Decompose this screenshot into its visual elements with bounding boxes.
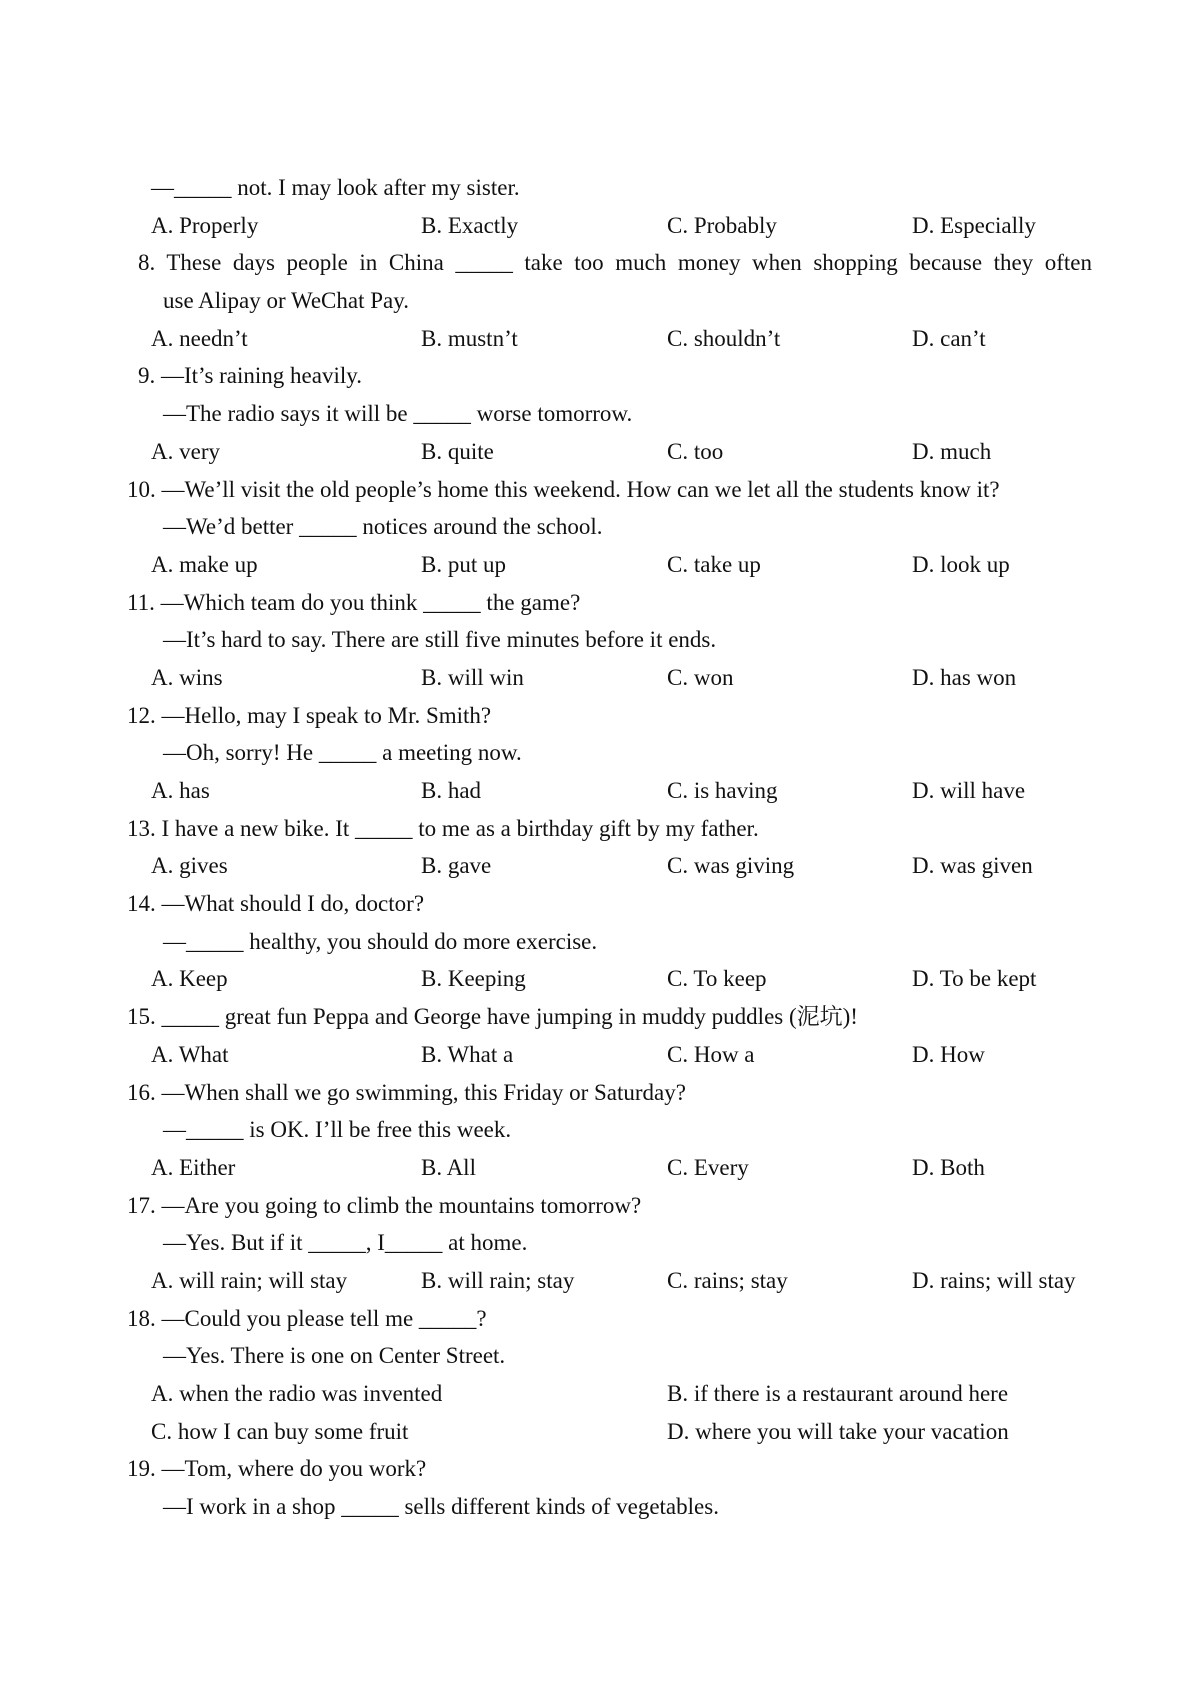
option-d: D. Both <box>912 1154 985 1180</box>
q10-reply <box>0 508 1200 546</box>
text: —It’s hard to say. There are still five minutes before it ends. <box>163 627 717 653</box>
text: 11. —Which team do you think _____ the game? <box>127 589 581 615</box>
text: 13. I have a new bike. It _____ to me as a birthday gift by my father. <box>127 815 759 841</box>
q11-reply <box>0 621 1200 659</box>
option-c: C. take up <box>667 551 761 577</box>
q8-options <box>0 320 1200 358</box>
q10-options <box>0 546 1200 584</box>
q16-reply <box>0 1111 1200 1149</box>
option-b: B. Exactly <box>421 212 519 238</box>
option-d: D. Especially <box>912 212 1036 238</box>
option-b: B. All <box>421 1154 476 1180</box>
text: —I work in a shop _____ sells different kinds of vegetables. <box>163 1494 719 1520</box>
text: 10. —We’ll visit the old people’s home this weekend. How can we let all the students know it? <box>127 476 1000 502</box>
option-d: D. has won <box>912 664 1017 690</box>
text: 16. —When shall we go swimming, this Friday or Saturday? <box>127 1079 686 1105</box>
option-b: B. quite <box>421 438 494 464</box>
option-c: C. too <box>667 438 724 464</box>
option-c: C. was giving <box>667 853 795 879</box>
q17-reply <box>0 1224 1200 1262</box>
option-c: C. To keep <box>667 966 767 992</box>
text: use Alipay or WeChat Pay. <box>163 288 410 314</box>
text: 14. —What should I do, doctor? <box>127 891 425 917</box>
q13-options <box>0 847 1200 885</box>
option-d: D. How <box>912 1041 985 1067</box>
q9-options <box>0 433 1200 471</box>
option-a: A. has <box>151 778 210 803</box>
option-a: A. wins <box>151 664 223 690</box>
q18-reply <box>0 1337 1200 1375</box>
option-a: A. will rain; will stay <box>151 1267 348 1293</box>
option-a: A. needn’t <box>151 325 248 351</box>
q8-stem <box>0 244 1200 282</box>
option-b: B. put up <box>421 551 506 577</box>
option-b: B. had <box>421 778 482 803</box>
q12-reply <box>0 734 1200 772</box>
question-list <box>0 169 1200 1526</box>
text: 15. _____ great fun Peppa and George have jumping in muddy puddles (泥坑)! <box>127 1004 858 1030</box>
q14-reply <box>0 923 1200 961</box>
q17-options <box>0 1262 1200 1300</box>
q18-stem <box>0 1300 1200 1338</box>
option-a: A. when the radio was invented <box>151 1381 443 1406</box>
q12-stem <box>0 697 1200 735</box>
text: —The radio says it will be _____ worse tomorrow. <box>163 401 633 427</box>
q7-options <box>0 207 1200 245</box>
option-b: B. Keeping <box>421 966 526 992</box>
q14-options <box>0 960 1200 998</box>
option-c: C. Every <box>667 1154 749 1180</box>
q14-stem <box>0 885 1200 923</box>
q8-stem-cont <box>0 282 1200 320</box>
option-c: C. How a <box>667 1041 755 1067</box>
option-d: D. will have <box>912 778 1026 803</box>
option-d: D. much <box>912 438 992 464</box>
option-a: A. very <box>151 438 220 464</box>
option-a: A. make up <box>151 551 258 577</box>
option-c: C. Probably <box>667 212 777 238</box>
option-d: D. was given <box>912 853 1033 879</box>
option-c: C. won <box>667 664 734 690</box>
q18-options-row2 <box>0 1413 1200 1451</box>
text: 12. —Hello, may I speak to Mr. Smith? <box>127 702 492 728</box>
q9-stem <box>0 357 1200 395</box>
option-d: D. look up <box>912 551 1010 577</box>
q12-options <box>0 772 1200 810</box>
q11-stem <box>0 584 1200 622</box>
text: —Oh, sorry! He _____ a meeting now. <box>163 740 522 766</box>
option-d: D. To be kept <box>912 966 1037 992</box>
option-a: A. Either <box>151 1154 236 1180</box>
text: —_____ healthy, you should do more exercise. <box>163 928 598 954</box>
q15-stem <box>0 998 1200 1036</box>
text: —_____ is OK. I’ll be free this week. <box>163 1117 512 1143</box>
option-c: C. is having <box>667 778 778 803</box>
option-a: A. Keep <box>151 966 228 992</box>
option-d: D. rains; will stay <box>912 1267 1076 1293</box>
option-b: B. will rain; stay <box>421 1267 575 1293</box>
option-b: B. What a <box>421 1041 514 1067</box>
text: 18. —Could you please tell me _____? <box>127 1305 487 1331</box>
option-b: B. will win <box>421 664 524 690</box>
option-a: A. gives <box>151 853 228 879</box>
q9-reply <box>0 395 1200 433</box>
option-c: C. rains; stay <box>667 1267 788 1293</box>
text: 8. These days people in China _____ take too much money when shopping because they often <box>138 250 1092 276</box>
text: 17. —Are you going to climb the mountains tomorrow? <box>127 1192 642 1218</box>
q13-stem <box>0 810 1200 848</box>
q7-answer-line <box>0 169 1200 207</box>
text: —Yes. There is one on Center Street. <box>163 1343 506 1369</box>
option-a: A. What <box>151 1041 229 1067</box>
text: 19. —Tom, where do you work? <box>127 1456 427 1482</box>
q15-options <box>0 1036 1200 1074</box>
option-a: A. Properly <box>151 212 259 238</box>
q19-stem <box>0 1450 1200 1488</box>
option-b: B. mustn’t <box>421 325 518 351</box>
q16-stem <box>0 1074 1200 1112</box>
text: —Yes. But if it _____, I_____ at home. <box>163 1230 528 1256</box>
text: —_____ not. I may look after my sister. <box>151 175 520 200</box>
q10-stem <box>0 471 1200 509</box>
option-d: D. can’t <box>912 325 986 351</box>
option-d: D. where you will take your vacation <box>667 1418 1009 1444</box>
option-b: B. gave <box>421 853 492 879</box>
q16-options <box>0 1149 1200 1187</box>
q17-stem <box>0 1187 1200 1225</box>
text: 9. —It’s raining heavily. <box>138 363 362 389</box>
q19-reply <box>0 1488 1200 1526</box>
option-b: B. if there is a restaurant around here <box>667 1381 1009 1406</box>
text: —We’d better _____ notices around the school. <box>163 514 603 540</box>
q18-options-row1 <box>0 1375 1200 1413</box>
option-c: C. shouldn’t <box>667 325 781 351</box>
q11-options <box>0 659 1200 697</box>
option-c: C. how I can buy some fruit <box>151 1418 409 1444</box>
